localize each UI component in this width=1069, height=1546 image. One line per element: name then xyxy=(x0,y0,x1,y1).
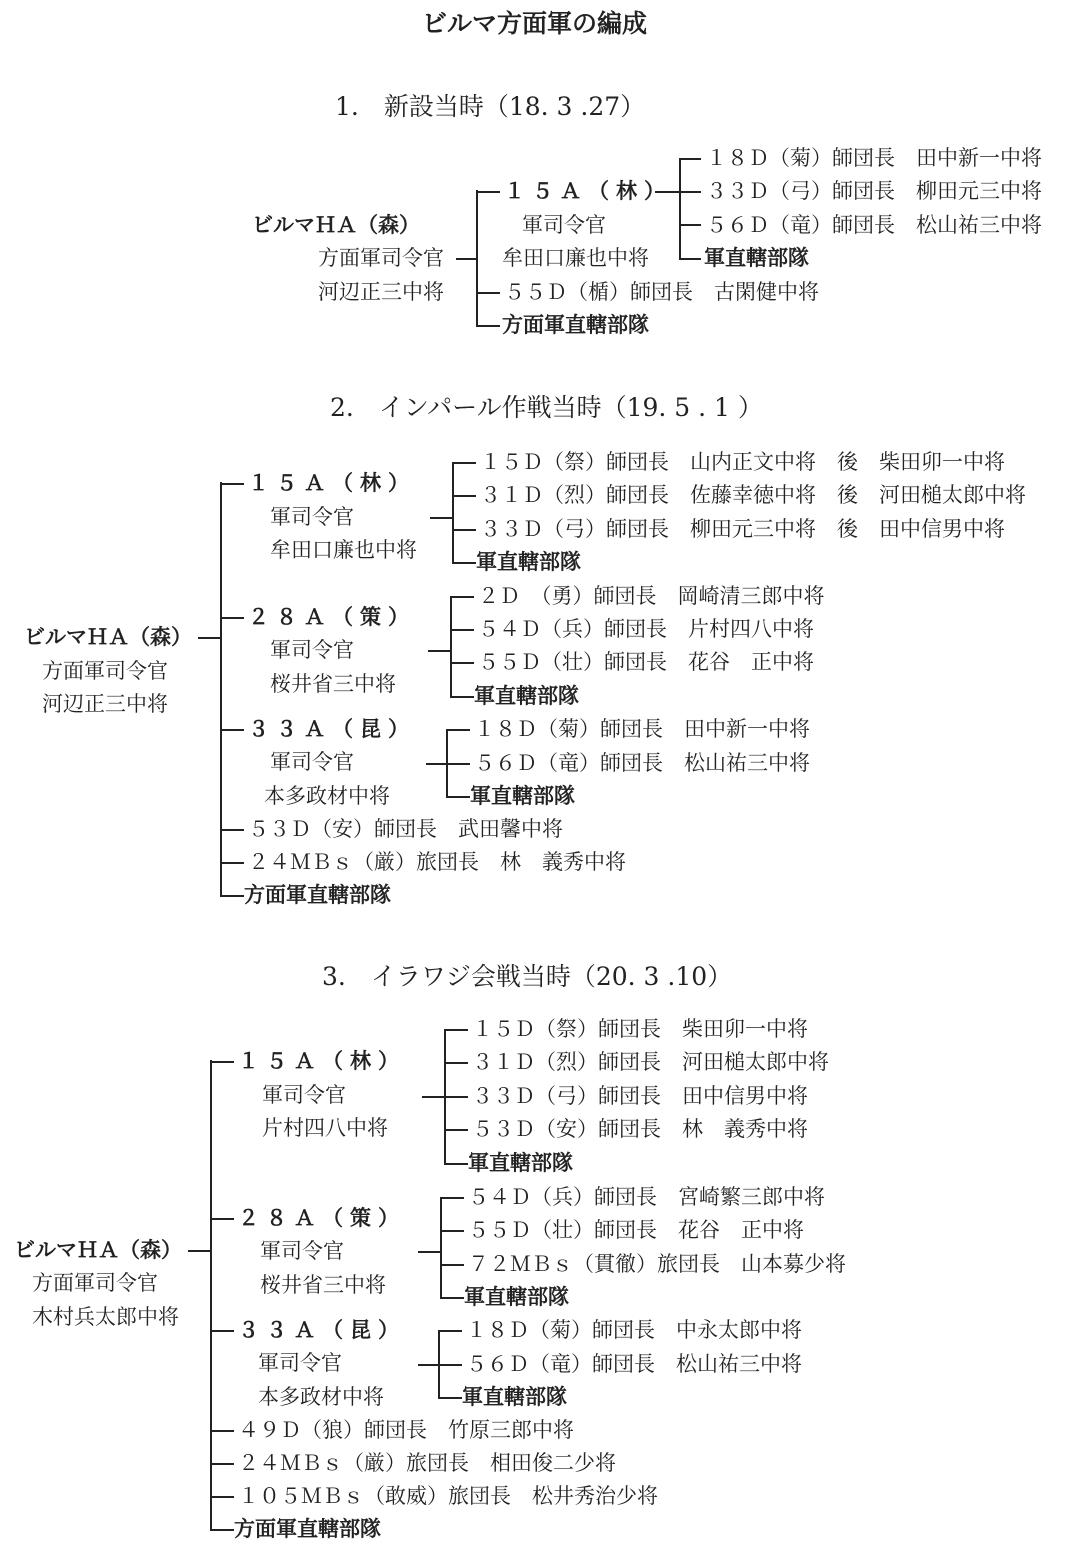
division-entry: １５Ｄ（祭）師団長 柴田卯一中将 xyxy=(472,1017,808,1041)
army-direct-units: 軍直轄部隊 xyxy=(464,1285,569,1309)
connector-line xyxy=(220,729,244,731)
connector-line xyxy=(430,517,452,519)
army-commander: 牟田口廉也中将 xyxy=(502,246,649,270)
connector-line xyxy=(418,1251,440,1253)
division-entry: ５４Ｄ（兵）師団長 片村四八中将 xyxy=(478,617,814,641)
hq-direct-units: 方面軍直轄部隊 xyxy=(244,883,391,907)
connector-line xyxy=(210,1496,234,1498)
army-role: 軍司令官 xyxy=(260,1239,344,1263)
connector-line xyxy=(440,1264,464,1266)
army-commander: 桜井省三中将 xyxy=(270,672,396,696)
connector-line xyxy=(220,617,244,619)
connector-line xyxy=(440,1297,464,1299)
army-bracket xyxy=(440,1197,442,1297)
division-entry: １８Ｄ（菊）師団長 田中新一中将 xyxy=(706,146,1042,170)
hq-commander: 河辺正三中将 xyxy=(42,692,168,716)
connector-line xyxy=(450,696,474,698)
hq-bracket xyxy=(220,482,222,896)
hq-role: 方面軍司令官 xyxy=(42,659,168,683)
hq-name: ビルマＨＡ（森） xyxy=(252,213,420,237)
connector-line xyxy=(422,1096,444,1098)
connector-line xyxy=(210,1061,234,1063)
army-name: ３３Ａ（昆） xyxy=(238,1318,406,1342)
army-direct-units: 軍直轄部隊 xyxy=(704,246,809,270)
connector-line xyxy=(476,325,500,327)
army-direct-units: 軍直轄部隊 xyxy=(468,1151,573,1175)
connector-line xyxy=(210,1463,234,1465)
army-bracket xyxy=(452,462,454,562)
army-role: 軍司令官 xyxy=(258,1351,342,1375)
connector-line xyxy=(450,662,474,664)
army-commander: 桜井省三中将 xyxy=(260,1273,386,1297)
connector-line xyxy=(456,258,476,260)
division-entry: ５６Ｄ（竜）師団長 松山祐三中将 xyxy=(474,751,810,775)
army-bracket xyxy=(450,596,452,696)
army-name: １５Ａ（林） xyxy=(504,179,672,203)
connector-line xyxy=(679,158,701,160)
army-direct-units: 軍直轄部隊 xyxy=(462,1385,567,1409)
connector-line xyxy=(220,483,244,485)
connector-line xyxy=(220,862,244,864)
army-name: １５Ａ（林） xyxy=(238,1049,406,1073)
army-direct-units: 軍直轄部隊 xyxy=(474,684,579,708)
hq-role: 方面軍司令官 xyxy=(32,1271,158,1295)
army-direct-units: 軍直轄部隊 xyxy=(470,784,575,808)
army-name: ３３Ａ（昆） xyxy=(248,717,416,741)
connector-line xyxy=(438,1397,462,1399)
connector-line xyxy=(476,292,500,294)
army-name: ２８Ａ（策） xyxy=(238,1206,406,1230)
section-heading: 2. インパール作戦当時（19. 5 . 1 ） xyxy=(330,393,763,422)
army-role: 軍司令官 xyxy=(522,213,606,237)
connector-line xyxy=(679,224,701,226)
division-entry: ５４Ｄ（兵）師団長 宮崎繁三郎中将 xyxy=(468,1185,825,1209)
connector-line xyxy=(188,1250,210,1252)
connector-line xyxy=(428,650,450,652)
army-role: 軍司令官 xyxy=(270,638,354,662)
connector-line xyxy=(210,1218,234,1220)
connector-line xyxy=(452,529,476,531)
division-entry: ３３Ｄ（弓）師団長 柳田元三中将 xyxy=(706,179,1042,203)
division-entry: ５６Ｄ（竜）師団長 松山祐三中将 xyxy=(466,1352,802,1376)
connector-line xyxy=(440,1230,464,1232)
hq-name: ビルマＨＡ（森） xyxy=(24,625,192,649)
army-commander: 片村四八中将 xyxy=(262,1116,388,1140)
connector-line xyxy=(679,258,701,260)
division-entry: １５Ｄ（祭）師団長 山内正文中将 後 柴田卯一中将 xyxy=(480,450,1005,474)
connector-line xyxy=(210,1529,234,1531)
connector-line xyxy=(444,1129,468,1131)
connector-line xyxy=(452,562,476,564)
army-commander: 本多政材中将 xyxy=(264,784,390,808)
army-bracket xyxy=(679,158,681,258)
connector-line xyxy=(450,629,474,631)
hq-direct-units: 方面軍直轄部隊 xyxy=(234,1517,381,1541)
connector-line xyxy=(444,1029,468,1031)
division-entry: ３１Ｄ（烈）師団長 河田槌太郎中将 xyxy=(472,1050,829,1074)
connector-line xyxy=(426,763,446,765)
army-role: 軍司令官 xyxy=(262,1083,346,1107)
brigade-entry: ２４ＭＢｓ（厳）旅団長 相田俊二少将 xyxy=(238,1451,616,1475)
division-entry: ５５Ｄ（楯）師団長 古閑健中将 xyxy=(504,280,819,304)
section-heading: 3. イラワジ会戦当時（20. 3 .10） xyxy=(322,962,733,991)
brigade-entry: ２４ＭＢｓ（厳）旅団長 林 義秀中将 xyxy=(248,850,626,874)
connector-line xyxy=(446,763,470,765)
army-direct-units: 軍直轄部隊 xyxy=(476,550,581,574)
connector-line xyxy=(210,1330,234,1332)
connector-line xyxy=(438,1330,462,1332)
section-heading: 1. 新設当時（18. 3 .27） xyxy=(335,92,646,121)
connector-line xyxy=(450,596,474,598)
army-name: ２８Ａ（策） xyxy=(248,605,416,629)
connector-line xyxy=(444,1096,468,1098)
hq-commander: 木村兵太郎中将 xyxy=(32,1305,179,1329)
connector-line xyxy=(444,1062,468,1064)
division-entry: ５５Ｄ（壮）師団長 花谷 正中将 xyxy=(478,650,814,674)
division-entry: ３３Ｄ（弓）師団長 柳田元三中将 後 田中信男中将 xyxy=(480,517,1005,541)
connector-line xyxy=(444,1163,468,1165)
army-commander: 本多政材中将 xyxy=(258,1385,384,1409)
connector-line xyxy=(446,796,470,798)
division-entry: ５５Ｄ（壮）師団長 花谷 正中将 xyxy=(468,1218,804,1242)
hq-role: 方面軍司令官 xyxy=(318,246,444,270)
division-entry: １８Ｄ（菊）師団長 中永太郎中将 xyxy=(466,1318,802,1342)
connector-line xyxy=(679,191,701,193)
division-entry: ２Ｄ （勇）師団長 岡崎清三郎中将 xyxy=(478,584,825,608)
hq-bracket xyxy=(210,1060,212,1530)
army-role: 軍司令官 xyxy=(270,750,354,774)
hq-bracket xyxy=(476,190,478,325)
division-entry: ５３Ｄ（安）師団長 林 義秀中将 xyxy=(472,1117,808,1141)
connector-line xyxy=(418,1364,438,1366)
connector-line xyxy=(220,829,244,831)
army-commander: 牟田口廉也中将 xyxy=(270,538,417,562)
division-entry: ３１Ｄ（烈）師団長 佐藤幸徳中将 後 河田槌太郎中将 xyxy=(480,483,1026,507)
division-entry: １８Ｄ（菊）師団長 田中新一中将 xyxy=(474,717,810,741)
division-entry: ５６Ｄ（竜）師団長 松山祐三中将 xyxy=(706,213,1042,237)
connector-line xyxy=(210,1430,234,1432)
hq-direct-units: 方面軍直轄部隊 xyxy=(502,313,649,337)
hq-commander: 河辺正三中将 xyxy=(318,280,444,304)
division-entry: ５３Ｄ（安）師団長 武田馨中将 xyxy=(248,817,563,841)
brigade-entry: ７２ＭＢｓ（貫徹）旅団長 山本募少将 xyxy=(468,1252,846,1276)
connector-line xyxy=(438,1364,462,1366)
connector-line xyxy=(452,495,476,497)
brigade-entry: １０５ＭＢｓ（敢威）旅団長 松井秀治少将 xyxy=(238,1484,658,1508)
connector-line xyxy=(198,637,220,639)
connector-line xyxy=(440,1197,464,1199)
page-title: ビルマ方面軍の編成 xyxy=(421,9,647,38)
connector-line xyxy=(446,729,470,731)
hq-name: ビルマＨＡ（森） xyxy=(14,1238,182,1262)
connector-line xyxy=(655,191,679,193)
division-entry: ３３Ｄ（弓）師団長 田中信男中将 xyxy=(472,1084,808,1108)
army-name: １５Ａ（林） xyxy=(248,471,416,495)
division-entry: ４９Ｄ（狼）師団長 竹原三郎中将 xyxy=(238,1418,574,1442)
connector-line xyxy=(220,895,244,897)
army-role: 軍司令官 xyxy=(270,505,354,529)
connector-line xyxy=(476,191,500,193)
connector-line xyxy=(452,462,476,464)
